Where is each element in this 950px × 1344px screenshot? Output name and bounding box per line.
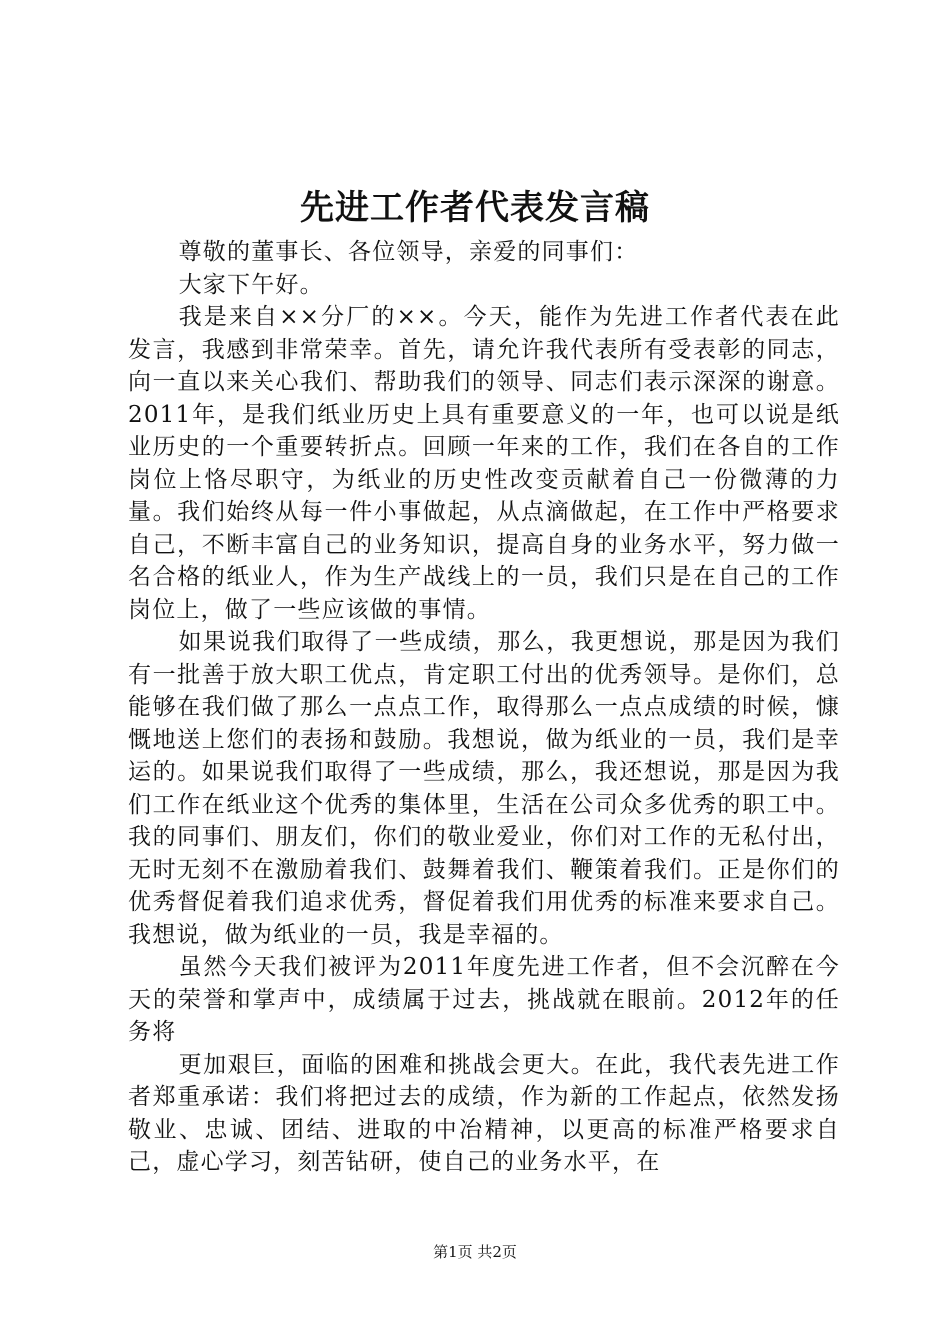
salutation-paragraph: 大家下午好。 bbox=[178, 271, 324, 298]
body-paragraph: 如果说我们取得了一些成绩，那么，我更想说，那是因为我们有一批善于放大职工优点，肯定职工付出的优秀领导。是你们，总能够在我们做了那么一点点工作，取得那么一点点成绩的时候，慷慨地送上您们的表扬和鼓励。我想说，做为纸业的一员，我们是幸运的。如果说我们取得了一些成绩，那么，我还想说，那是因为我们工作在纸业这个优秀的集体里，生活在公司众多优秀的职工中。我的同事们、朋友们，你们的敬业爱业，你们对工作的无私付出，无时无刻不在激励着我们、鼓舞着我们、鞭策着我们。正是你们的优秀督促着我们追求优秀，督促着我们用优秀的标准来要求自己。我想说，做为纸业的一员，我是幸福的。 bbox=[128, 629, 840, 948]
greeting-paragraph: 尊敬的董事长、各位领导，亲爱的同事们： bbox=[178, 239, 639, 265]
body-paragraph: 虽然今天我们被评为2011年度先进工作者，但不会沉醉在今天的荣誉和掌声中，成绩属于过去，挑战就在眼前。2012年的任务将 bbox=[128, 954, 840, 1045]
body-paragraph: 我是来自××分厂的××。今天，能作为先进工作者代表在此发言，我感到非常荣幸。首先，请允许我代表所有受表彰的同志，向一直以来关心我们、帮助我们的领导、同志们表示深深的谢意。2011年，是我们纸业历史上具有重要意义的一年，也可以说是纸业历史的一个重要转折点。回顾一年来的工作，我们在各自的工作岗位上恪尽职守，为纸业的历史性改变贡献着自己一份微薄的力量。我们始终从每一件小事做起，从点滴做起，在工作中严格要求自己，不断丰富自己的业务知识，提高自身的业务水平，努力做一名合格的纸业人，作为生产战线上的一员，我们只是在自己的工作岗位上，做了一些应该做的事情。 bbox=[128, 304, 840, 623]
document-title: 先进工作者代表发言稿 bbox=[300, 188, 650, 228]
body-paragraph: 更加艰巨，面临的困难和挑战会更大。在此，我代表先进工作者郑重承诺：我们将把过去的成绩，作为新的工作起点，依然发扬敬业、忠诚、团结、进取的中冶精神，以更高的标准严格要求自己，虚心学习，刻苦钻研，使自己的业务水平，在 bbox=[128, 1051, 840, 1175]
document-body bbox=[128, 236, 840, 1179]
page-number-footer: 第1页 共2页 bbox=[433, 1243, 517, 1261]
